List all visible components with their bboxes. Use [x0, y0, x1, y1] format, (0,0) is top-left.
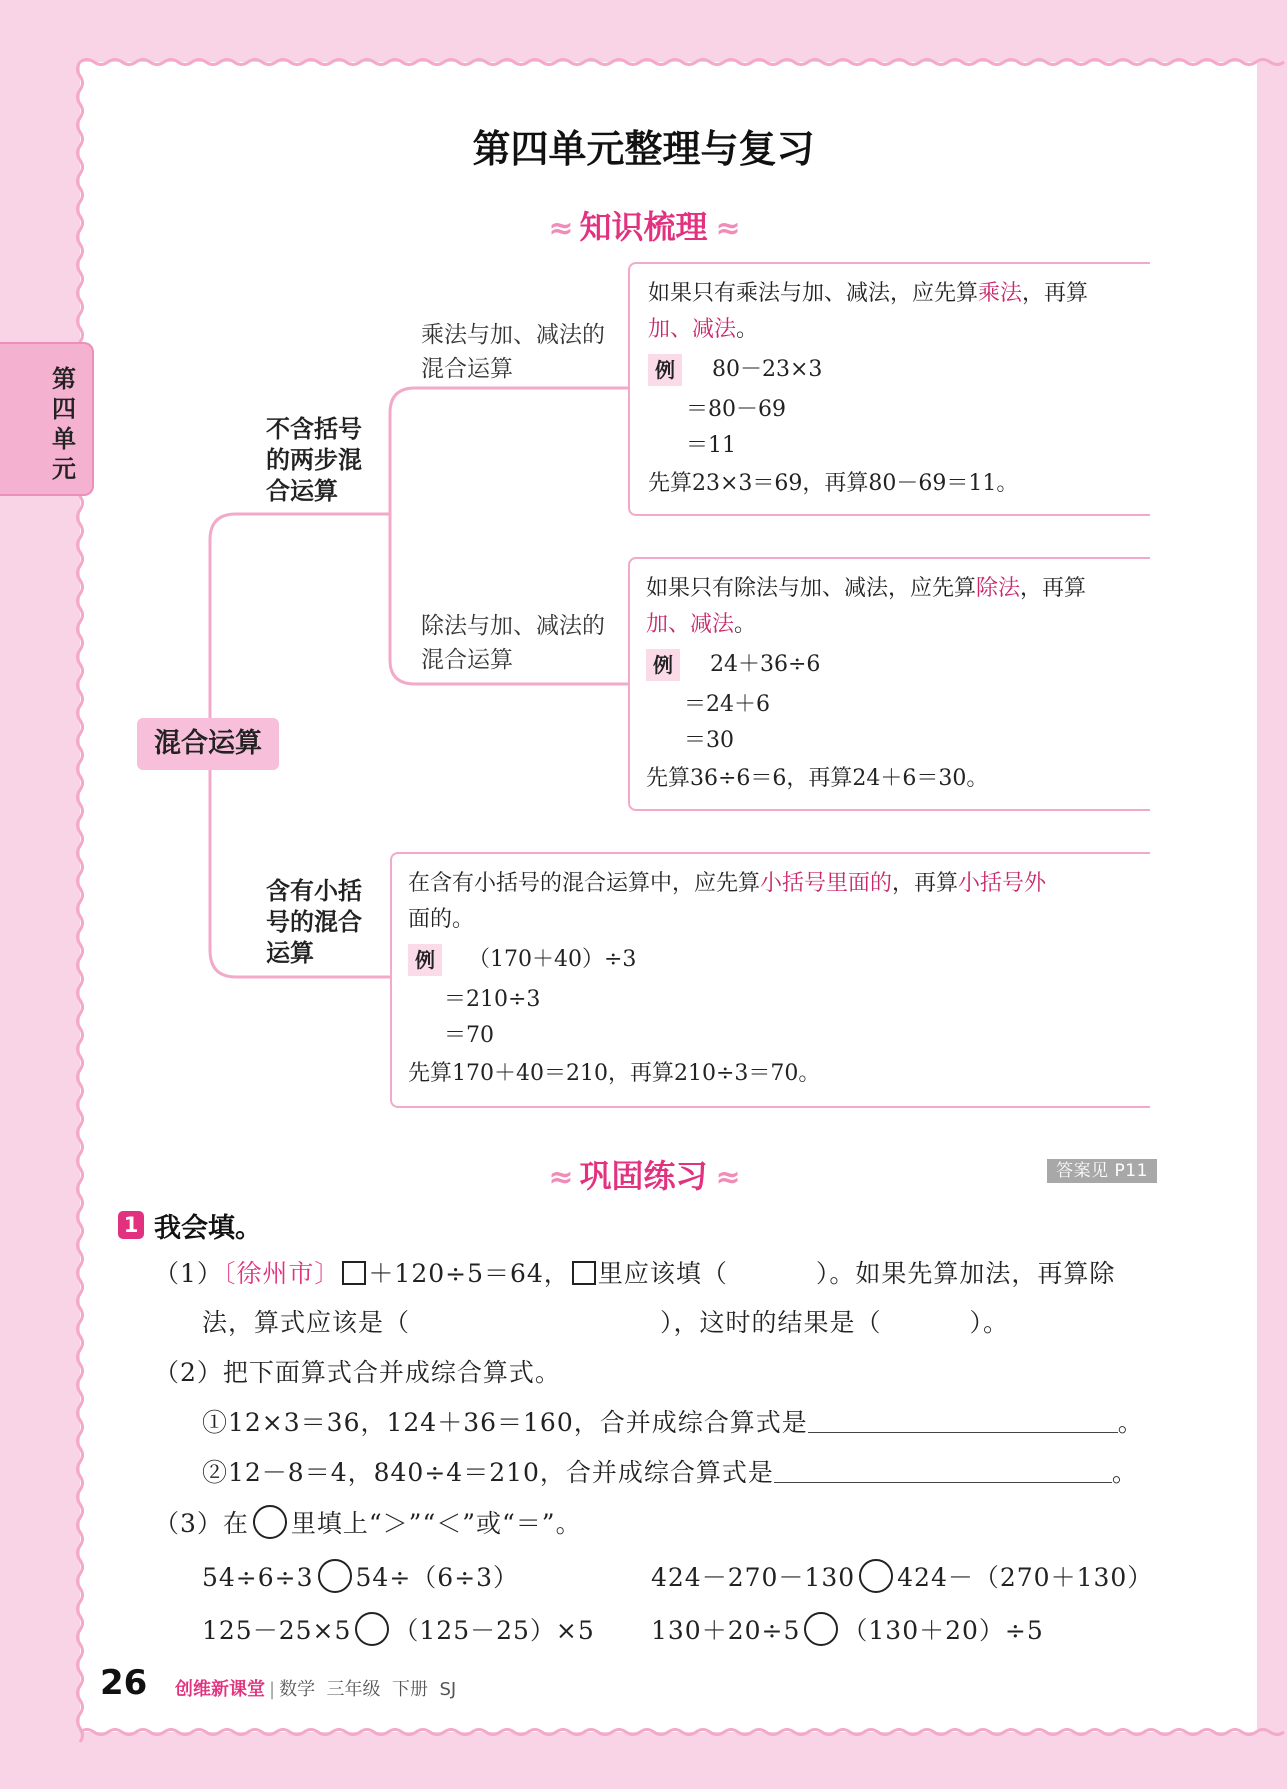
compare-answer-circle[interactable]: [318, 1559, 352, 1593]
footer-volume: 下册: [391, 1679, 428, 1700]
question-2-item-1: ①12×3＝36，124＋36＝160，合并成综合算式是 。: [202, 1408, 1144, 1437]
explanation-text: 先算170＋40＝210，再算210÷3＝70。: [408, 1061, 821, 1086]
question-2-item-2: ②12－8＝4，840÷4＝210，合并成综合算式是 。: [202, 1458, 1138, 1487]
section-practice-label: 巩固练习: [579, 1157, 708, 1195]
footer-brand-line: 创维新课堂 | 数学 三年级 下册 SJ: [175, 1679, 457, 1700]
calc-line: ＝11: [686, 433, 736, 458]
branch-no-parentheses: 不含括号的两步混合运算: [266, 415, 362, 505]
compare-answer-circle[interactable]: [859, 1559, 893, 1593]
question-2-prompt: （2）把下面算式合并成综合算式。: [154, 1358, 561, 1387]
explanation-text: 先算36÷6＝6，再算24＋6＝30。: [646, 766, 989, 791]
wave-decoration-icon: ≈: [548, 1160, 572, 1195]
footer-grade: 三年级: [326, 1679, 381, 1700]
rule-text: 在含有小括号的混合运算中，应先算小括号里面的，再算小括号外: [408, 871, 1047, 896]
wave-decoration-icon: ≈: [715, 1160, 739, 1195]
compare-circle-icon: [253, 1505, 287, 1539]
rule-card-parentheses: [390, 852, 1150, 1108]
compare-item: 424－270－130 424－（270＋130）: [651, 1558, 1153, 1598]
rule-card-division: [628, 557, 1150, 811]
example-tag: 例: [648, 354, 682, 386]
calc-line: ＝80－69: [686, 397, 786, 422]
question-1-line-2: 法，算式应该是（ ），这时的结果是（ ）。: [202, 1308, 1010, 1337]
footer-subject: 数学: [279, 1679, 316, 1700]
wave-decoration-icon: ≈: [715, 211, 739, 246]
calc-line: （170＋40）÷3: [468, 947, 637, 972]
rule-card-multiplication: [628, 262, 1150, 516]
answer-line[interactable]: [808, 1432, 1118, 1433]
compare-item: 54÷6÷3 54÷（6÷3）: [202, 1558, 519, 1598]
footer-edition: SJ: [439, 1679, 457, 1700]
compare-item: 130＋20÷5 （130＋20）÷5: [651, 1611, 1044, 1651]
explanation-text: 先算23×3＝69，再算80－69＝11。: [648, 471, 1019, 496]
rule-text-cont: 加、减法。: [646, 612, 757, 637]
question-1-line-1: （1）〔徐州市〕 ＋120÷5＝64， 里应该填（ ）。如果先算加法，再算除: [154, 1259, 1116, 1288]
calc-line: ＝70: [444, 1023, 494, 1048]
footer-brand: 创维新课堂: [175, 1679, 265, 1700]
unit-side-tab-label: 第四单元: [52, 365, 76, 483]
answer-line[interactable]: [774, 1482, 1112, 1483]
exercise-number-badge: 1: [118, 1211, 144, 1239]
rule-text-cont: 加、减法。: [648, 317, 759, 342]
compare-item: 125－25×5 （125－25）×5: [202, 1611, 595, 1651]
answer-reference-badge: 答案见 P11: [1047, 1159, 1157, 1183]
wave-decoration-icon: ≈: [548, 211, 572, 246]
rule-text: 如果只有除法与加、减法，应先算除法，再算: [646, 576, 1087, 601]
section-knowledge-label: 知识梳理: [579, 208, 708, 246]
answer-box-ref: [572, 1261, 596, 1285]
rule-text-cont: 面的。: [408, 907, 475, 932]
mind-map-root: 混合运算: [137, 718, 279, 770]
question-3-prompt: （3）在 里填上“＞”“＜”或“＝”。: [154, 1504, 582, 1544]
compare-answer-circle[interactable]: [355, 1612, 389, 1646]
question-source-tag: 〔徐州市〕: [222, 1259, 341, 1288]
calc-line: ＝30: [684, 728, 734, 753]
page-title: 第四单元整理与复习: [472, 127, 815, 171]
compare-answer-circle[interactable]: [804, 1612, 838, 1646]
calc-line: ＝24＋6: [684, 692, 770, 717]
exercise-title: 我会填。: [154, 1213, 262, 1244]
calc-line: 80－23×3: [712, 357, 823, 382]
rule-text: 如果只有乘法与加、减法，应先算乘法，再算: [648, 281, 1089, 306]
calc-line: 24＋36÷6: [710, 652, 821, 677]
branch-with-parentheses: 含有小括号的混合运算: [266, 877, 362, 967]
example-tag: 例: [408, 944, 442, 976]
page-number: 26: [100, 1663, 148, 1703]
sub-multiplication-mixed: 乘法与加、减法的混合运算: [421, 322, 605, 382]
example-tag: 例: [646, 649, 680, 681]
sub-division-mixed: 除法与加、减法的混合运算: [421, 613, 605, 673]
calc-line: ＝210÷3: [444, 987, 541, 1012]
answer-box[interactable]: [342, 1261, 366, 1285]
